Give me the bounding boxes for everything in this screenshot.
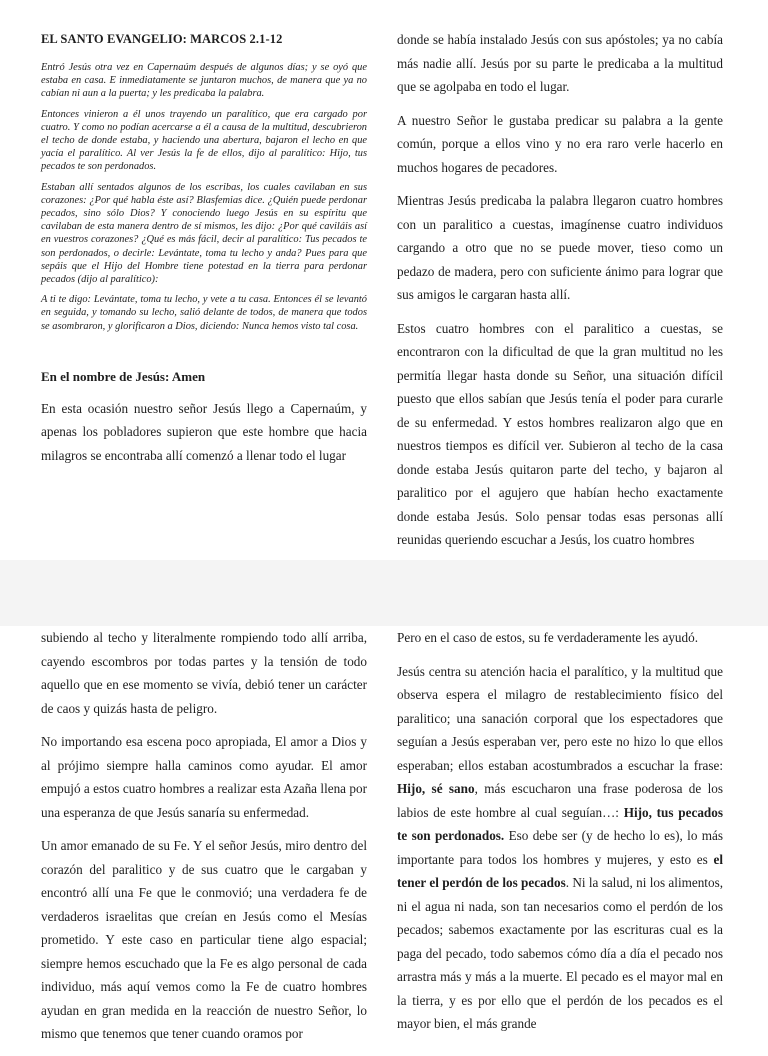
page-gap bbox=[0, 560, 768, 626]
document-title: EL SANTO EVANGELIO: MARCOS 2.1-12 bbox=[41, 32, 283, 46]
body-paragraph: donde se había instalado Jesús con sus apóstoles; ya no cabía más nadie allí. Jesús por su parte le predicaba a la multitud que se agolpaba en todo el lugar. bbox=[397, 32, 723, 94]
body-paragraph bbox=[397, 660, 723, 1036]
scripture-quote: A ti te digo: Levántate, toma tu lecho, y vete a tu casa. Entonces él se levantó en seguida, y tomando su lecho, salió delante de todos, de manera que todos se asombraron, y glorificaron a Dios, diciendo: Nunca hemos visto tal cosa. bbox=[41, 294, 367, 332]
emphasis-text: Hijo, sé sano bbox=[397, 781, 475, 796]
body-paragraph: Pero en el caso de estos, su fe verdaderamente les ayudó. bbox=[397, 630, 699, 645]
document-page-2 bbox=[0, 626, 768, 1041]
body-paragraph: En esta ocasión nuestro señor Jesús llego a Capernaúm, y apenas los pobladores supieron que este hombre que hacia milagros se encontraba allí comenzó a llenar todo el lugar bbox=[41, 400, 367, 463]
body-paragraph: Un amor emanado de su Fe. Y el señor Jesús, miro dentro del corazón del paralitico y de sus cuatro que le cargaban y encontró allí una Fe que le conmovió; una verdadera fe de verdaderos israelitas que creían en Jesús como el Mesías prometido. Y este caso en particular tiene algo espacial; siempre hemos escuchado que la Fe es algo personal de cada individuo, más aquí vemos como la Fe de cuatro hombres ayudan en gran medida en la reacción de nuestro Señor, lo mismo que tenemos que tener cuando oramos por bbox=[41, 838, 367, 1041]
scripture-quote: Entró Jesús otra vez en Capernaúm después de algunos días; y se oyó que estaba en casa. E inmediatamente se juntaron muchos, de manera que ya no cabían ni aun a la puerta; y les predicaba la palabra. bbox=[41, 62, 367, 100]
scripture-quote: Estaban allí sentados algunos de los escribas, los cuales cavilaban en sus corazones: ¿Por qué habla éste así? Blasfemias dice. ¿Quién puede perdonar pecados, sino sólo Dios? Y conociendo luego Jesús en su espíritu que cavilaban de esta manera dentro de sí mismos, les dijo: ¿Por qué caviláis así en vuestros corazones? ¿Qué es más fácil, decir al paralítico: Tus pecados te son perdonados, o decirle: Levántate, toma tu lecho y anda? Pues para que sepáis que el Hijo del Hombre tiene potestad en la tierra para perdonar pecados (dijo al paralítico): bbox=[41, 181, 367, 286]
text-run: Jesús centra su atención hacia el paralítico, y la multitud que observa espera el milagro de restablecimiento físico del paralitico; una sanación corporal que los espectadores que seguían a Jesús esperaban ver, pero este no hizo lo que ellos esperaban; ellos estaban acostumbrados a escuchar la frase: bbox=[397, 663, 723, 773]
section-heading: En el nombre de Jesús: Amen bbox=[41, 368, 206, 384]
page2-left-column bbox=[41, 626, 367, 1056]
text-run: , más escucharon una frase poderosa de los labios de este hombre al cual seguían…: bbox=[397, 781, 723, 820]
emphasis-text: el tener el perdón de los pecados bbox=[397, 851, 723, 890]
page2-right-column bbox=[397, 626, 723, 1046]
body-paragraph: Estos cuatro hombres con el paralitico a cuestas, se encontraron con la dificultad de que la gran multitud no les permitía llegar hasta donde su Señor, una situación difícil puesto que ellos sabían que Jesús tenía el poder para curarle de su enfermedad. Y estos hombres realizaron algo que en nuestros tiempos es difícil ver. Subieron al techo de la casa donde estaba Jesús quitaron parte del techo, y bajaron al paralitico por el agujero que habían hecho exactamente donde estaba Jesús. Solo pensar todas esas personas allí reunidas queriendo escuchar a Jesús, los cuatro hombres bbox=[397, 320, 723, 547]
page1-right-column bbox=[397, 28, 723, 562]
emphasis-text: Hijo, tus pecados te son perdonados. bbox=[397, 804, 723, 843]
body-paragraph: Mientras Jesús predicaba la palabra llegaron cuatro hombres con un paralitico a cuestas, imagínense cuatro individuos cargando a otro que no se puede mover, tieso como un pedazo de madera, pero con suficiente ánimo para lograr que sus amigos le cargaran hasta allí. bbox=[397, 193, 723, 302]
body-paragraph: subiendo al techo y literalmente rompiendo todo allí arriba, cayendo escombros por todas partes y la tensión de todo aquello que en ese momento se vivía, debió tener un carácter de caos y quizás hasta de peligro. bbox=[41, 630, 367, 716]
text-run: . Ni la salud, ni los alimentos, ni el agua ni nada, son tan necesarios como el perdón de los pecados; sabemos exactamente por las escrituras cual es la paga del pecado, todo sabemos cómo día a día el pecado nos arrastra más y más a la muerte. El pecado es el mayor mal en la tierra, y es por ello que el perdón de los pecados es el mayor bien, el más grande bbox=[397, 875, 723, 1031]
body-paragraph: A nuestro Señor le gustaba predicar su palabra a la gente común, porque a ellos vino y no era raro verle hacerlo en muchos hogares de pecadores. bbox=[397, 112, 723, 175]
body-paragraph: No importando esa escena poco apropiada, El amor a Dios y al prójimo siempre halla caminos como ayudar. El amor empujó a estos cuatro hombres a realizar esta Azaña llena por una esperanza de que Jesús sanaría su enfermedad. bbox=[41, 734, 367, 820]
page1-left-column bbox=[41, 28, 367, 477]
scripture-quote: Entonces vinieron a él unos trayendo un paralítico, que era cargado por cuatro. Y como no podían acercarse a él a causa de la multitud, descubrieron el techo de donde estaba, y haciendo una abertura, bajaron el lecho en que yacía el paralítico. Al ver Jesús la fe de ellos, dijo al paralítico: Hijo, tus pecados te son perdonados. bbox=[41, 108, 367, 173]
text-run: Eso debe ser (y de hecho lo es), lo más importante para todos los hombres y mujeres, y esto es bbox=[397, 828, 723, 867]
